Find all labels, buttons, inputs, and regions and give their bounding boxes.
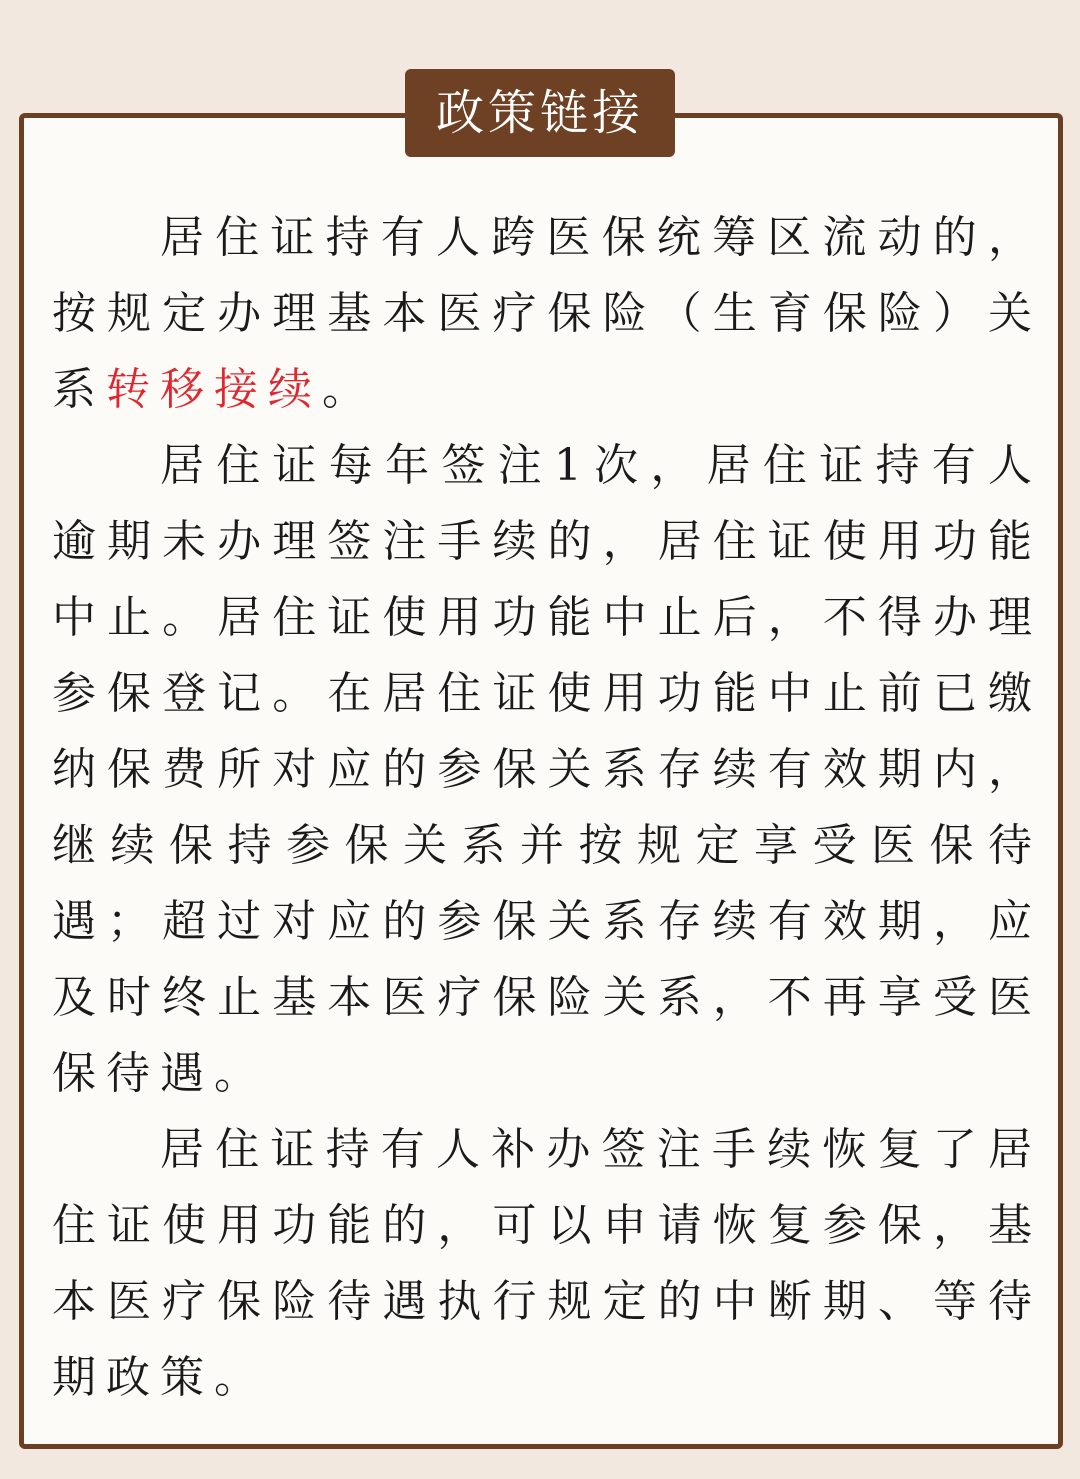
policy-content <box>52 200 1042 1416</box>
paragraph-1-text: 居住证持有人跨医保统筹区流动的，按规定办理基本医疗保险（生育保险）关系 <box>52 212 1042 415</box>
highlight-transfer: 转移接续 <box>106 364 322 415</box>
paragraph-transfer <box>52 200 1042 428</box>
paragraph-endorsement: 居住证每年签注1次，居住证持有人逾期未办理签注手续的，居住证使用功能中止。居住证使用功能中止后，不得办理参保登记。在居住证使用功能中止前已缴纳保费所对应的参保关系存续有效期内，继续保持参保关系并按规定享受医保待遇；超过对应的参保关系存续有效期，应及时终止基本医疗保险关系，不再享受医保待遇。 <box>52 440 1042 1099</box>
paragraph-1-end: 。 <box>322 364 376 415</box>
paragraph-recovery: 居住证持有人补办签注手续恢复了居住证使用功能的，可以申请恢复参保，基本医疗保险待遇执行规定的中断期、等待期政策。 <box>52 1124 1042 1403</box>
section-title: 政策链接 <box>405 69 675 157</box>
